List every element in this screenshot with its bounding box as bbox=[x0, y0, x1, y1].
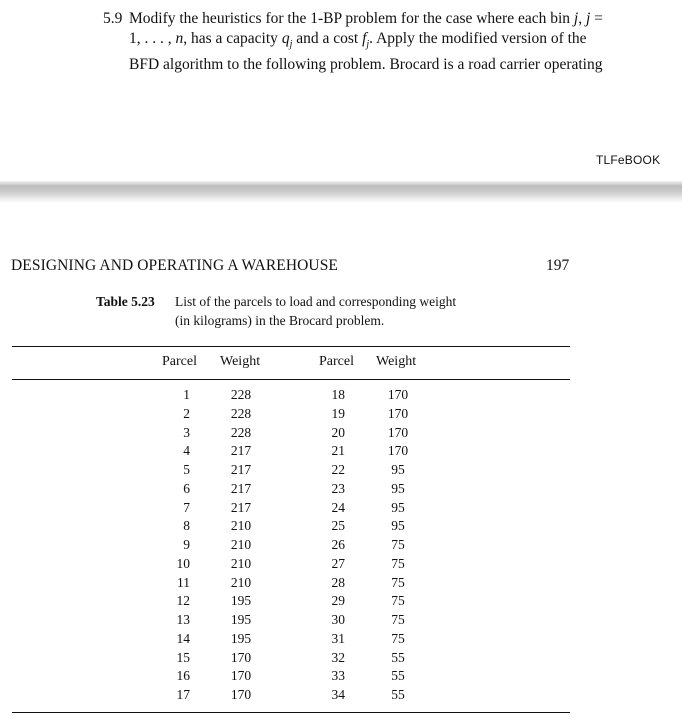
parcel-number: 22 bbox=[331, 462, 345, 477]
parcel-weight: 95 bbox=[391, 499, 405, 515]
parcel-weight: 95 bbox=[391, 518, 405, 534]
parcel-weight: 195 bbox=[230, 593, 252, 609]
parcel-weight: 55 bbox=[391, 687, 405, 702]
parcel-number: 32 bbox=[331, 649, 345, 665]
parcel-number: 29 bbox=[331, 593, 345, 609]
parcel-weight: 195 bbox=[230, 612, 252, 627]
column-header-weight-2: Weight bbox=[376, 354, 417, 369]
parcel-weight: 75 bbox=[391, 537, 405, 552]
parcel-weight: 75 bbox=[391, 612, 405, 627]
parcel-weight: 55 bbox=[391, 649, 405, 665]
exercise-line-3: BFD algorithm to the following problem. Brocard is a road carrier operating bbox=[129, 56, 603, 74]
parcel-number: 9 bbox=[183, 537, 190, 552]
exercise-line-2: 1, . . . , n, has a capacity $q_j$ and a cost $f_j$. Apply the modified version of the bbox=[129, 30, 587, 51]
column-header-weight: Weight bbox=[220, 354, 261, 369]
parcel-number: 18 bbox=[331, 387, 345, 402]
parcel-number: 11 bbox=[177, 574, 190, 590]
parcel-weight: 170 bbox=[387, 405, 409, 421]
parcel-weight: 170 bbox=[387, 387, 409, 402]
column-header-parcel-2: Parcel bbox=[319, 354, 354, 369]
table-label: Table 5.23 bbox=[96, 294, 155, 309]
parcel-number: 30 bbox=[331, 612, 345, 627]
parcel-number: 12 bbox=[176, 593, 190, 609]
table-caption-text: List of the parcels to load and corresponding weight (in kilograms) in the Brocard problem. bbox=[175, 294, 457, 328]
parcel-number: 27 bbox=[331, 555, 345, 571]
parcel-weight: 170 bbox=[387, 443, 409, 459]
table-top-rule bbox=[12, 346, 570, 347]
exercise-number: 5.9 bbox=[103, 10, 123, 27]
parcel-weight: 228 bbox=[230, 424, 252, 440]
parcel-number: 31 bbox=[331, 630, 345, 646]
parcel-weight: 170 bbox=[230, 649, 252, 665]
parcel-number: 26 bbox=[331, 537, 345, 552]
parcel-number: 15 bbox=[176, 649, 190, 665]
parcel-number: 21 bbox=[331, 443, 345, 459]
parcel-number: 10 bbox=[176, 555, 190, 571]
parcel-number: 4 bbox=[183, 443, 190, 459]
parcel-number: 19 bbox=[331, 405, 345, 421]
parcel-weight: 55 bbox=[391, 668, 405, 684]
page-separator bbox=[0, 181, 682, 203]
parcel-number: 14 bbox=[176, 630, 190, 646]
parcel-number: 23 bbox=[331, 480, 345, 496]
parcel-weight: 170 bbox=[230, 687, 252, 702]
parcel-weight: 228 bbox=[230, 387, 252, 402]
table-header-rule bbox=[12, 379, 570, 380]
parcel-number: 3 bbox=[183, 424, 190, 440]
parcel-weight: 195 bbox=[230, 630, 252, 646]
parcel-number: 20 bbox=[331, 424, 345, 440]
exercise-paragraph bbox=[103, 9, 651, 75]
parcel-weight: 170 bbox=[387, 424, 409, 440]
parcel-weight: 170 bbox=[230, 668, 252, 684]
parcel-number: 5 bbox=[183, 462, 190, 477]
parcel-number: 1 bbox=[183, 387, 190, 402]
parcel-weight: 75 bbox=[391, 630, 405, 646]
parcel-weight: 217 bbox=[230, 480, 252, 496]
parcel-number: 13 bbox=[176, 612, 190, 627]
parcel-weight: 75 bbox=[391, 593, 405, 609]
parcel-number: 16 bbox=[176, 668, 190, 684]
parcel-weight: 95 bbox=[391, 480, 405, 496]
parcel-weight: 217 bbox=[230, 499, 252, 515]
watermark-text: TLFeBOOK bbox=[596, 153, 661, 167]
parcel-weight: 210 bbox=[230, 518, 252, 534]
parcel-number: 8 bbox=[183, 518, 190, 534]
parcel-weight: 210 bbox=[230, 555, 252, 571]
parcel-number: 7 bbox=[183, 499, 190, 515]
parcel-number: 28 bbox=[331, 574, 345, 590]
parcel-weight: 95 bbox=[391, 462, 405, 477]
parcel-weight: 210 bbox=[230, 574, 252, 590]
parcel-number: 25 bbox=[331, 518, 345, 534]
running-head: DESIGNING AND OPERATING A WAREHOUSE bbox=[11, 257, 339, 274]
parcel-weight: 210 bbox=[230, 537, 252, 552]
parcel-number: 2 bbox=[183, 405, 190, 421]
parcel-number: 17 bbox=[176, 687, 190, 702]
table-caption bbox=[96, 292, 457, 328]
table-bottom-rule bbox=[12, 712, 570, 713]
parcel-weight: 217 bbox=[230, 443, 252, 459]
parcel-weight: 75 bbox=[391, 574, 405, 590]
parcel-number: 34 bbox=[331, 687, 345, 702]
page-number: 197 bbox=[546, 257, 570, 274]
parcel-weight: 217 bbox=[230, 462, 252, 477]
parcel-number: 6 bbox=[183, 480, 190, 496]
column-header-parcel: Parcel bbox=[162, 354, 197, 369]
exercise-line-1: Modify the heuristics for the 1-BP problem for the case where each bin j, j = bbox=[129, 10, 603, 27]
parcel-weight: 75 bbox=[391, 555, 405, 571]
parcel-weight: 228 bbox=[230, 405, 252, 421]
parcel-number: 33 bbox=[331, 668, 345, 684]
parcel-number: 24 bbox=[331, 499, 345, 515]
